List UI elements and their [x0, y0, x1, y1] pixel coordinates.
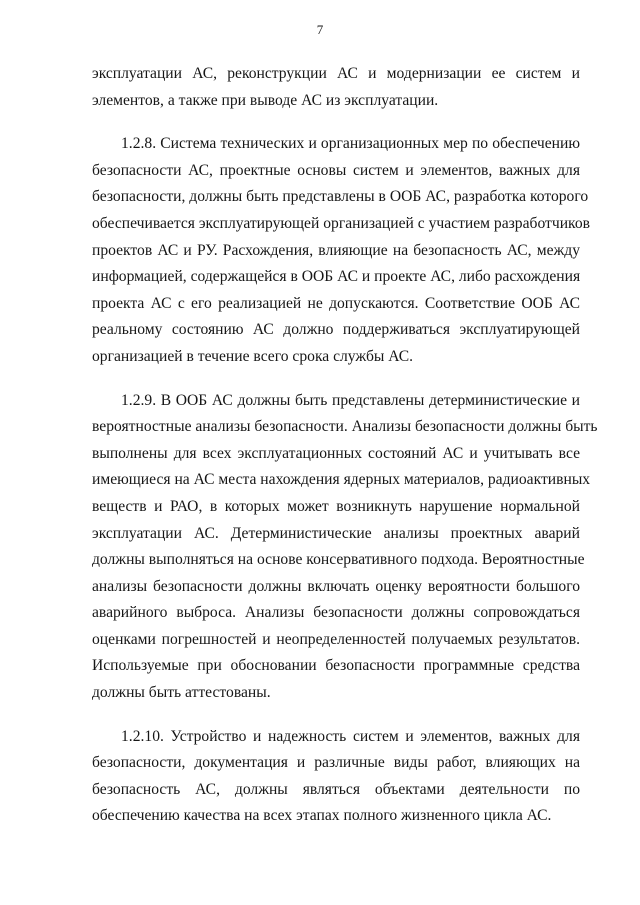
text-line: безопасности, должны быть представлены в ООБ АС, разработка которого: [92, 188, 589, 206]
text-line: безопасности АС, проектные основы систем и элементов, важных для: [92, 161, 580, 179]
text-line: веществ и РАО, в которых может возникнуть нарушение нормальной: [92, 497, 580, 515]
text-line: эксплуатации АС. Детерминистические анализы проектных аварий: [92, 524, 580, 542]
text-line: должны выполняться на основе консервативного подхода. Вероятностные: [92, 551, 585, 569]
text-line: имеющиеся на АС места нахождения ядерных материалов, радиоактивных: [92, 471, 591, 489]
text-line: информацией, содержащейся в ООБ АС и проекте АС, либо расхождения: [92, 268, 581, 286]
text-line: анализы безопасности должны включать оценку вероятности большого: [92, 577, 580, 595]
paragraph-1-2-9: [92, 388, 598, 707]
text-line: безопасность АС, должны являться объектами деятельности по: [92, 780, 580, 798]
text-line: 1.2.9. В ООБ АС должны быть представлены детерминистические и: [121, 391, 580, 409]
text-line: реальному состоянию АС должно поддерживаться эксплуатирующей: [92, 321, 580, 339]
paragraph-intro-continuation: [92, 61, 580, 114]
text-line: элементов, а также при выводе АС из эксплуатации.: [92, 91, 439, 109]
text-line: выполнены для всех эксплуатационных состояний АС и учитывать все: [92, 444, 580, 462]
text-line: эксплуатации АС, реконструкции АС и модернизации ее систем и: [92, 65, 580, 82]
text-line: проекта АС с его реализацией не допускаются. Соответствие ООБ АС: [92, 294, 580, 312]
text-line: проектов АС и РУ. Расхождения, влияющие на безопасность АС, между: [92, 241, 580, 259]
text-line: 1.2.10. Устройство и надежность систем и элементов, важных для: [121, 727, 580, 745]
page-number: 7: [316, 22, 324, 37]
text-line: 1.2.8. Система технических и организационных мер по обеспечению: [121, 135, 580, 153]
paragraph-1-2-10: [92, 724, 580, 830]
text-line: должны быть аттестованы.: [92, 684, 271, 702]
text-line: обеспечивается эксплуатирующей организацией с участием разработчиков: [92, 214, 590, 232]
text-line: обеспечению качества на всех этапах полного жизненного цикла АС.: [92, 807, 552, 825]
text-line: аварийного выброса. Анализы безопасности должны сопровождаться: [92, 604, 580, 622]
text-line: вероятностные анализы безопасности. Анализы безопасности должны быть: [92, 418, 598, 436]
text-line: организацией в течение всего срока службы АС.: [92, 347, 414, 365]
text-line: безопасности, документация и различные виды работ, влияющих на: [92, 754, 580, 772]
document-body: [92, 61, 598, 830]
paragraph-1-2-8: [92, 131, 590, 370]
text-line: Используемые при обосновании безопасности программные средства: [92, 657, 580, 675]
text-line: оценками погрешностей и неопределенностей получаемых результатов.: [92, 630, 580, 648]
